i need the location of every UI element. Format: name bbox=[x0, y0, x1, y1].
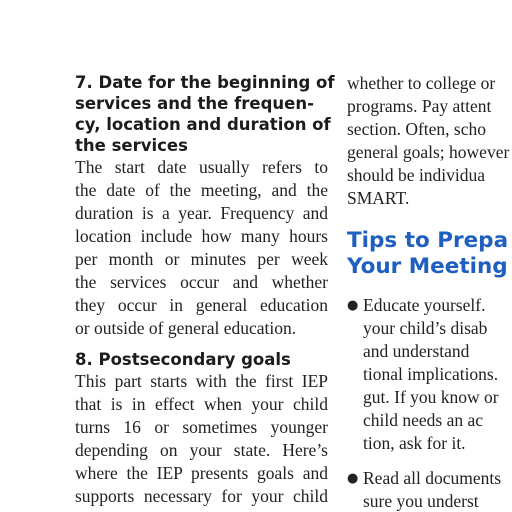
continued-paragraph bbox=[347, 72, 512, 210]
section-7-body-line: or outside of general education. bbox=[75, 318, 297, 338]
section-7-body-line: duration is a year. Frequency and bbox=[75, 203, 328, 223]
right-column bbox=[347, 72, 512, 512]
section-8-body-line: supports necessary for your child bbox=[75, 486, 328, 506]
section-7-body-line: per month or minutes per week bbox=[75, 249, 328, 269]
continued-line: section. Often, scho bbox=[347, 119, 486, 139]
section-7-body bbox=[75, 156, 328, 340]
section-7-body-line: the date of the meeting, and the bbox=[75, 180, 328, 200]
bullet-item bbox=[347, 294, 512, 455]
continued-line: should be individua bbox=[347, 165, 486, 185]
section-7-body-line: they occur in general education bbox=[75, 295, 328, 315]
section-8-body-line: where the IEP presents goals and bbox=[75, 463, 328, 483]
bullet-line: Educate yourself. bbox=[363, 295, 486, 315]
section-7-heading-line: the services bbox=[75, 136, 188, 155]
tips-heading-line: Your Meeting bbox=[347, 254, 508, 279]
section-8-body bbox=[75, 370, 328, 508]
bullet-dot-icon: ● bbox=[347, 471, 359, 486]
bullet-dot-icon: ● bbox=[347, 298, 359, 313]
section-7-heading-line: cy, location and duration of bbox=[75, 115, 331, 134]
bullet-line: tion, ask for it. bbox=[363, 433, 466, 453]
continued-line: programs. Pay attent bbox=[347, 96, 492, 116]
bullet-line: tional implications. bbox=[363, 364, 499, 384]
tips-heading-line: Tips to Prepa bbox=[347, 228, 509, 253]
tips-heading bbox=[347, 228, 512, 280]
section-7-body-line: the services occur and whether bbox=[75, 272, 328, 292]
continued-line: SMART. bbox=[347, 188, 410, 208]
section-8-heading bbox=[75, 349, 328, 370]
left-column bbox=[75, 72, 335, 508]
section-8-body-line: that is in effect when your child bbox=[75, 394, 328, 414]
section-7-body-line: location include how many hours bbox=[75, 226, 328, 246]
section-8-body-line: This part starts with the first IEP bbox=[75, 371, 328, 391]
bullet-line: Read all documents bbox=[363, 468, 502, 488]
section-7-heading-line: 7. Date for the beginning of bbox=[75, 73, 335, 92]
bullet-line: your child’s disab bbox=[363, 318, 488, 338]
bullet-line: child needs an ac bbox=[363, 410, 484, 430]
bullet-item bbox=[347, 467, 512, 512]
bullet-line: sure you underst bbox=[363, 491, 479, 511]
section-8-body-line: turns 16 or sometimes younger bbox=[75, 417, 328, 437]
bullet-line: gut. If you know or bbox=[363, 387, 499, 407]
continued-line: whether to college or bbox=[347, 73, 496, 93]
continued-line: general goals; however bbox=[347, 142, 510, 162]
section-7-heading bbox=[75, 72, 335, 156]
section-7-heading-line: services and the frequen- bbox=[75, 94, 314, 113]
bullet-line: and understand bbox=[363, 341, 470, 361]
section-7-body-line: The start date usually refers to bbox=[75, 157, 328, 177]
section-8-heading-text: 8. Postsecondary goals bbox=[75, 350, 291, 369]
section-8-body-line: depending on your state. Here’s bbox=[75, 440, 328, 460]
